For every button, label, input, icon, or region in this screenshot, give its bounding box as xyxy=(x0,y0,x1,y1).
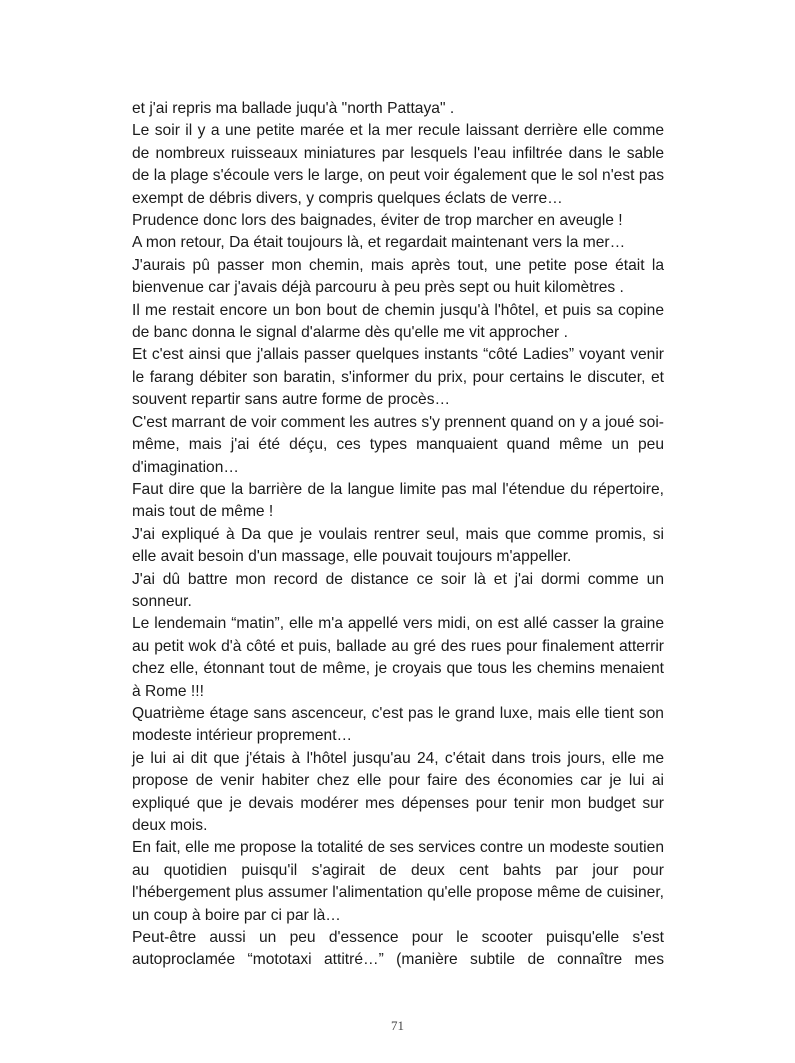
paragraph: Prudence donc lors des baignades, éviter de trop marcher en aveugle ! xyxy=(132,212,623,230)
paragraph: Le soir il y a une petite marée et la mer recule laissant derrière elle comme de nombreux ruisseaux miniatures par lesquels l'eau infiltrée dans le sable de la plage s'écoule vers le large, on peut voir également que le sol n'est pas exempt de débris divers, y compris quelques éclats de verre… xyxy=(132,122,664,207)
body-text xyxy=(132,98,664,972)
paragraph: et j'ai repris ma ballade juqu'à "north Pattaya" . xyxy=(132,100,455,117)
paragraph: C'est marrant de voir comment les autres s'y prennent quand on y a joué soi-même, mais j'ai été déçu, ces types manquaient quand même un peu d'imagination… xyxy=(132,413,664,476)
paragraph: Faut dire que la barrière de la langue limite pas mal l'étendue du répertoire, mais tout de même ! xyxy=(132,480,664,521)
paragraph: Peut-être aussi un peu d'essence pour le scooter puisqu'elle s'est autoproclamée “mototaxi attitré…” (manière subtile de connaître mes xyxy=(132,929,664,969)
paragraph: En fait, elle me propose la totalité de ses services contre un modeste soutien au quotidien puisqu'il s'agirait de deux cent bahts par jour pour l'hébergement plus assumer l'alimentation qu'elle propose même de cuisiner, un coup à boire par ci par là… xyxy=(132,839,664,924)
paragraph: Quatrième étage sans ascenceur, c'est pas le grand luxe, mais elle tient son modeste intérieur proprement… xyxy=(132,704,664,745)
paragraph: J'ai expliqué à Da que je voulais rentrer seul, mais que comme promis, si elle avait besoin d'un massage, elle pouvait toujours m'appeller. xyxy=(132,525,664,566)
page-number: 71 xyxy=(391,1018,404,1033)
paragraph: J'ai dû battre mon record de distance ce soir là et j'ai dormi comme un sonneur. xyxy=(132,570,664,610)
paragraph: Il me restait encore un bon bout de chemin jusqu'à l'hôtel, et puis sa copine de banc donna le signal d'alarme dès qu'elle me vit approcher . xyxy=(132,301,664,342)
paragraph: Et c'est ainsi que j'allais passer quelques instants “côté Ladies” voyant venir le farang débiter son baratin, s'informer du prix, pour certains le discuter, et souvent repartir sans autre forme de procès… xyxy=(132,346,664,409)
paragraph: Le lendemain “matin”, elle m'a appellé vers midi, on est allé casser la graine au petit wok d'à côté et puis, ballade au gré des rues pour finalement atterrir chez elle, étonnant tout de même, je croyais que tous les chemins menaient à Rome !!! xyxy=(132,615,664,700)
paragraph: je lui ai dit que j'étais à l'hôtel jusqu'au 24, c'était dans trois jours, elle me propose de venir habiter chez elle pour faire des économies car je lui ai expliqué que je devais modérer mes dépenses pour tenir mon budget sur deux mois. xyxy=(132,749,664,834)
paragraph: J'aurais pû passer mon chemin, mais après tout, une petite pose était la bienvenue car j'avais déjà parcouru à peu près sept ou huit kilomètres . xyxy=(132,256,664,297)
paragraph: A mon retour, Da était toujours là, et regardait maintenant vers la mer… xyxy=(132,234,626,252)
